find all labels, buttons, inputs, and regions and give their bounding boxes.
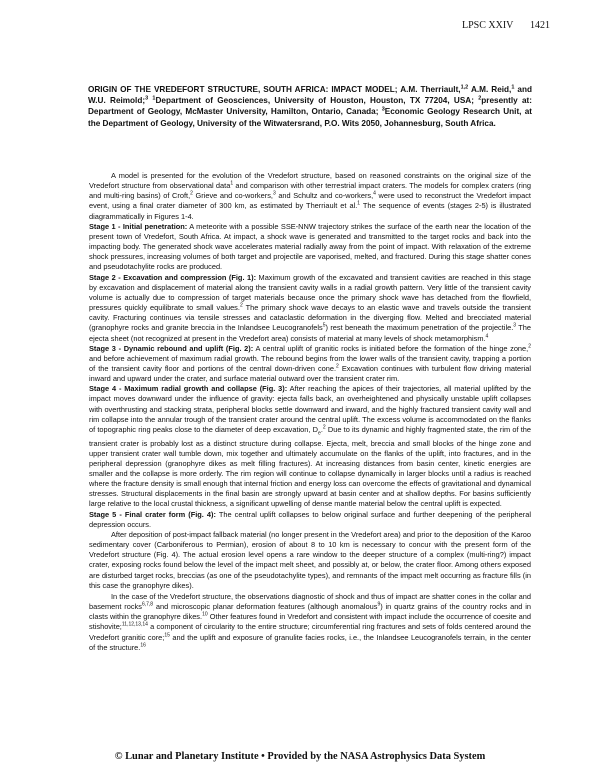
stage-3-label: Stage 3 - Dynamic rebound and uplift (Fig. 2): <box>89 343 254 353</box>
author: A.M. Therriault,$^{1,2}$ <box>400 84 469 94</box>
stage-1-label: Stage 1 - Initial penetration: <box>89 221 188 231</box>
stage-2-paragraph: Stage 2 - Excavation and compression (Fig. 1): Maximum growth of the excavated and transient cavities are reached in this stage by excavation and displacement of material along the transient cavity walls in a radial growth pattern. Very little of the transient cavity volume is actually due to compression of target materials because once the primary shock wave has detached from the flowfield, pressures quickly equilibrate to small values.$^2$ The primary shock wave decays to an elastic wave and travels outside the transient cavity. Fracturing continues via tensile stresses and cataclastic deformation in the diverging flow. Melted and brecciated material (granophyre rocks and granite breccia in the Inlandsee Leucogranofels$^5$) rest beneath the maximum penetration of the projectile.$^3$ The ejecta sheet (not recognized at present in the Vredefort area) consists of material at many levels of shock metamorphism.$^4$ <box>89 272 531 343</box>
stage-3-paragraph: Stage 3 - Dynamic rebound and uplift (Fig. 2): A central uplift of granitic rocks is initiated before the formation of the hinge zone,$^2$ and before achievement of maximum radial growth. The rebound begins from the lower walls of the transient cavity, trapping a portion of the transient cavity floor and portions of the central down-driven cone.$^2$ Excavation continues with turbulent flow driving material inward and upward under the crater, and surface material outward over the transient crater rim. <box>89 343 531 384</box>
intro-paragraph: A model is presented for the evolution of the Vredefort structure, based on reasoned constraints on the original size of the Vredefort structure from observational data$^1$ and comparison with other terrestrial impact craters. The models for complex craters (ring and multi-ring basins) of Croft,$^2$ Grieve and co-workers,$^3$ and Schultz and co-workers,$^4$ were used to reconstruct the Vredefort impact event, using a final crater diameter of 300 km, as estimated by Therriault et al.$^1$ The sequence of events (stages 2-5) is illustrated diagrammatically in Figures 1-4. <box>89 171 531 221</box>
affiliation: $^1$Department of Geosciences, University of Houston, Houston, TX 77204, USA; <box>152 95 474 106</box>
paper-body <box>89 171 531 653</box>
stage-2-label: Stage 2 - Excavation and compression (Fig. 1): <box>89 272 257 282</box>
affiliation: $^2$presently at: Department of Geology, McMaster University, Hamilton, Ontario, Canada; <box>88 95 532 117</box>
paper-title: ORIGIN OF THE VREDEFORT STRUCTURE, SOUTH AFRICA: IMPACT MODEL; <box>88 85 398 94</box>
author: A.M. Reid,$^1$ <box>470 84 515 94</box>
stage-5-paragraph: Stage 5 - Final crater form (Fig. 4): The central uplift collapses to below original surface and further deepening of the peripheral depression occurs. <box>89 509 531 529</box>
page-header <box>0 20 600 34</box>
stage-4-paragraph: Stage 4 - Maximum radial growth and collapse (Fig. 3): After reaching the apices of their trajectories, all material uplifted by the impact moves downward under the influence of gravity: ejecta falls back, an overheightened and physically unstable uplift collapses with overthrusting and stacking strata, peripheral blocks settle downward and inward, and the highly fractured transient cavity wall and rim collapse into the annular trough of the transient crater around the central uplift. The excess volume is accommodated on the flanks of topographic ring peaks close to the diameter of deep excavation, $D_e.^2$ Due to its dynamic and highly fragmented state, the rim of the transient crater is probably lost as a distinct structure during collapse. Ejecta, melt, breccia and small blocks of the hinge zone and upper transient crater wall tumble down, mix together and ultimately accumulate on the flanks of the uplift, into fractures, and in the peripheral depression (granophyre dikes as melt filling fractures). At increasing distances from basin center, kinetic energies are smaller and the collapse is more orderly. The rim region will continue to collapse dynamically in larger blocks until a radius is reached where the fracture density is small enough that internal friction and energy loss can overcome the effects of gravitational and dynamical stresses. Structural displacements in the final basin are strongly upward at basin center and at shallow depths. For basins sufficiently large relative to the local crustal thickness, a significant upwelling of dense mantle material below the central uplift is expected. <box>89 384 531 509</box>
author: and W.U. Reimold;$^3$ <box>88 85 532 106</box>
stage-4-label: Stage 4 - Maximum radial growth and collapse (Fig. 3): <box>89 384 288 394</box>
affiliation: $^3$Economic Geology Research Unit, at the Department of Geology, University of the Witwatersrand, P.O. Wits 2050, Johannesburg, South Africa. <box>88 106 532 128</box>
final-paragraph: In the case of the Vredefort structure, the observations diagnostic of shock and thus of impact are shatter cones in the collar and basement rocks$^{6,7,8}$ and microscopic planar deformation features (although anomalous$^9$) in quartz grains of the country rocks and in clasts within the granophyre dikes.$^{10}$ Other features found in Vredefort and consistent with impact include the occurrence of coesite and stishovite;$^{11,12,13,14}$ a component of circularity to the entire structure; circumferential ring fractures and sets of folds centered around the Vredefort granitic core;$^{15}$ and the uplift and exposure of granulite facies rocks, i.e., the Inlandsee Leucogranofels terrain, in the center of the structure.$^{16}$ <box>89 591 531 652</box>
stage-1-paragraph: Stage 1 - Initial penetration: A meteorite with a possible SSE-NNW trajectory strikes the surface of the earth near the location of the present town of Vredefort, South Africa. At impact, a shock wave is generated and transmitted to the target rocks and back into the impacting body. The generated shock wave accelerates material radially away from the point of impact. With relaxation of the extreme shock pressures, increasing volumes of both target and projectile are vaporised, melted, and fractured. During this stage shatter cones and pseudotachylite rocks are produced. <box>89 221 531 272</box>
conference-label: LPSC XXIV <box>462 20 514 31</box>
title-block <box>88 84 532 129</box>
stage-5-label: Stage 5 - Final crater form (Fig. 4): <box>89 509 216 519</box>
page-number: 1421 <box>530 20 550 31</box>
post-impact-paragraph: After deposition of post-impact fallback material (no longer present in the Vredefort area) and prior to the deposition of the Karoo sedimentary cover (Carboniferous to Permian), erosion of about 8 to 10 km is necessary to concur with the present form of the Vredefort structure (Fig. 4). The actual erosion level opens a rare window to the deeper structure of a complex (multi-ring?) impact crater, exposing rocks found below the level of the impact melt sheet, and possibly at, or below, the crater floor. Among others exposed are disturbed target rocks, breccias (as one of the pseudotachylite types), and remnants of the impact melt occurring as fracture fills (in this case the granophyre dikes). <box>89 529 531 590</box>
page-footer: © Lunar and Planetary Institute • Provided by the NASA Astrophysics Data System <box>114 751 486 762</box>
